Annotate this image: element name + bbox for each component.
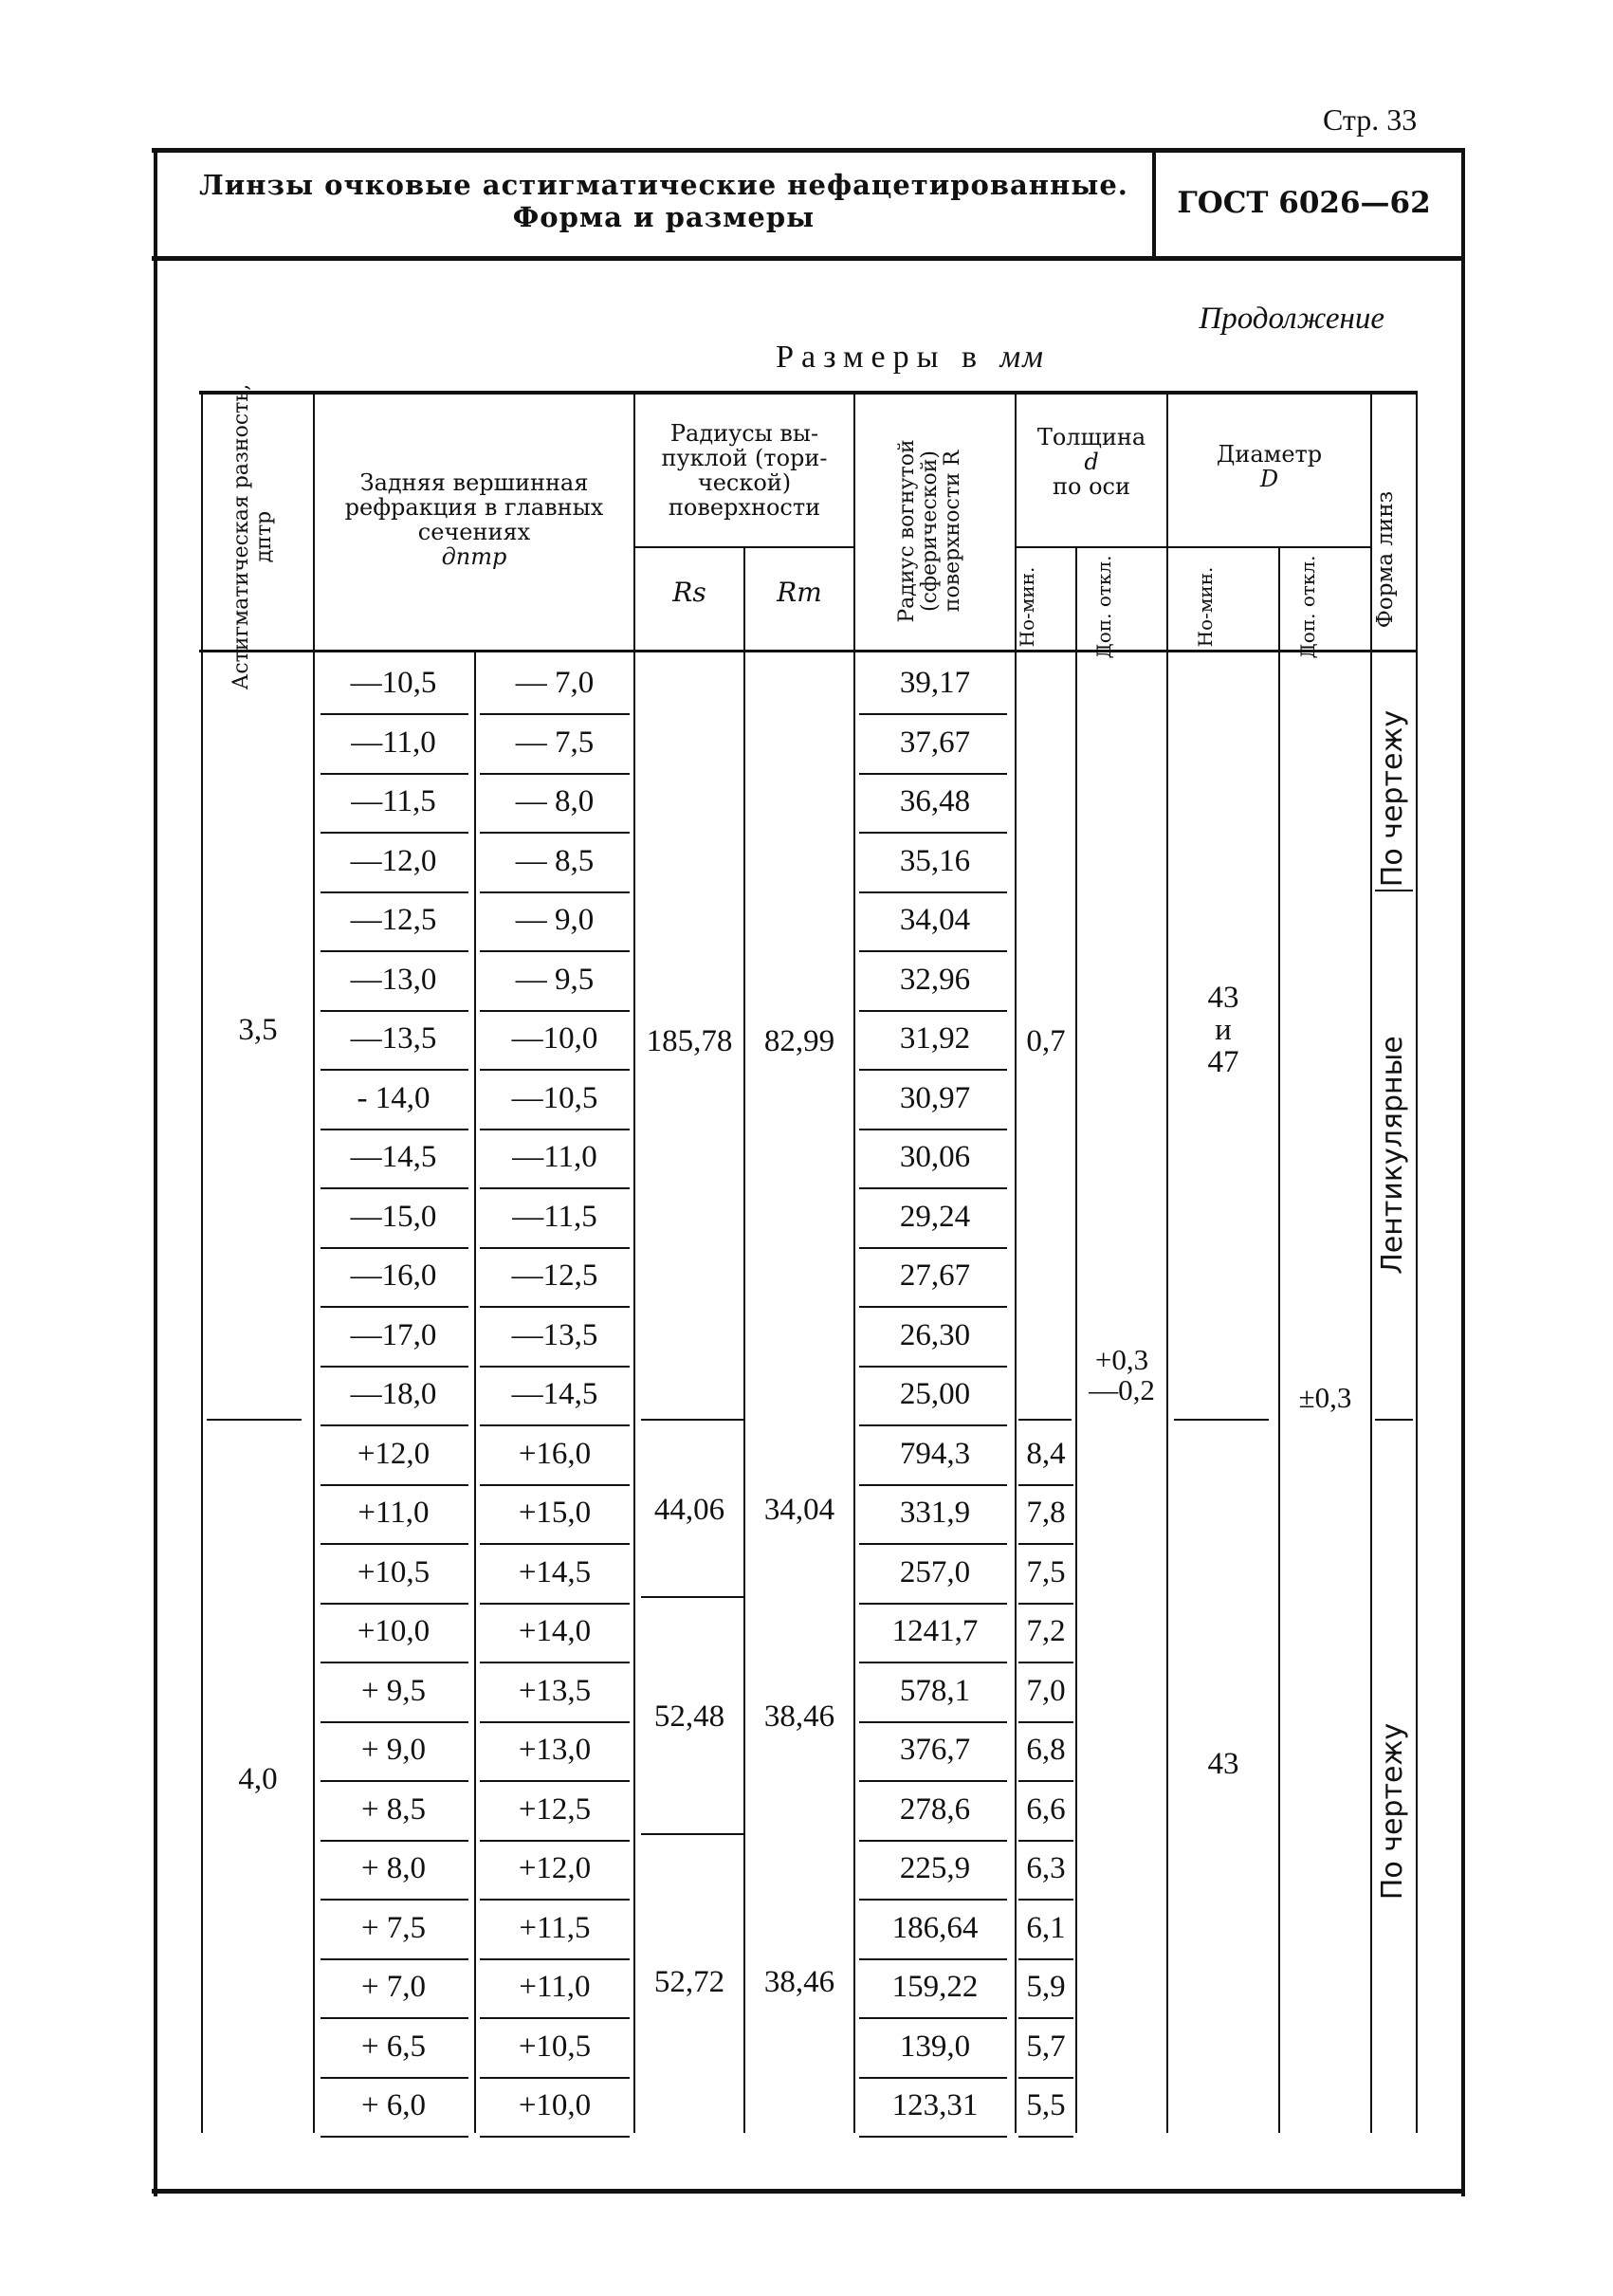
table-cell-concave-radius: 34,04 <box>899 903 971 937</box>
table-cell-refraction-1: +11,0 <box>357 1496 430 1530</box>
refr-line-1: Задняя вершинная <box>359 469 589 496</box>
table-cell-refraction-2: +14,5 <box>518 1554 592 1589</box>
rs-value-b: 44,06 <box>653 1493 725 1527</box>
table-cell-concave-radius: 794,3 <box>899 1436 971 1471</box>
standard-number: ГОСТ 6026—62 <box>1177 186 1431 220</box>
radii-line-2: пуклой (тори- <box>661 445 828 471</box>
astig-group-rule <box>207 1419 302 1421</box>
table-cell-concave-radius: 578,1 <box>899 1673 971 1708</box>
table-cell-refraction-2: +10,5 <box>518 2029 592 2064</box>
radii-group-rule-3 <box>641 1833 743 1835</box>
table-cell-concave-radius: 35,16 <box>899 843 971 878</box>
header-thick-tolerance: Доп. откл. <box>1092 555 1115 659</box>
table-cell-refraction-2: —13,5 <box>511 1317 598 1352</box>
table-cell-thickness: 6,6 <box>1026 1791 1066 1827</box>
thickness-tolerance <box>1077 1345 1166 1405</box>
table-row-underline-concave-radius <box>859 1247 1007 1249</box>
table-cell-concave-radius: 225,9 <box>899 1851 971 1885</box>
table-row-underline-refraction-1 <box>321 950 468 952</box>
col-rule-4 <box>743 546 745 2133</box>
table-cell-refraction-1: + 9,0 <box>360 1733 427 1767</box>
page-number: Стр. 33 <box>1323 102 1418 137</box>
table-row-underline-refraction-1 <box>321 773 468 775</box>
table-cell-refraction-2: —10,5 <box>511 1080 598 1115</box>
diameter-a-line-1: 43 <box>1207 981 1239 1015</box>
table-row-underline-refraction-1 <box>321 1187 468 1189</box>
table-row-underline-thickness <box>1018 1543 1073 1545</box>
table-top-rule <box>199 391 1418 395</box>
header-radii <box>635 421 853 520</box>
table-row-underline-concave-radius <box>859 773 1007 775</box>
table-cell-concave-radius: 278,6 <box>899 1791 971 1827</box>
col-rule-9 <box>1278 546 1280 2133</box>
table-cell-refraction-2: — 8,0 <box>515 784 595 818</box>
table-row-underline-thickness <box>1018 1899 1073 1901</box>
table-cell-concave-radius: 39,17 <box>899 666 971 700</box>
header-lens-form: Форма линз <box>1373 490 1398 629</box>
table-cell-thickness: 7,5 <box>1026 1554 1066 1589</box>
table-cell-refraction-1: + 8,5 <box>360 1791 427 1827</box>
header-thick-nominal: Но-мин. <box>1016 566 1038 648</box>
col-rule-11 <box>1416 393 1418 2133</box>
sizes-unit: мм <box>999 340 1045 375</box>
table-cell-concave-radius: 331,9 <box>899 1496 971 1530</box>
diameter-a-line-3: 47 <box>1207 1045 1239 1079</box>
radii-line-1: Радиусы вы- <box>669 420 819 447</box>
refr-line-3: сечениях <box>417 519 531 545</box>
table-cell-refraction-1: —15,0 <box>350 1199 437 1234</box>
table-cell-thickness: 6,1 <box>1026 1910 1066 1945</box>
table-row-underline-refraction-1 <box>321 2077 468 2079</box>
lens-form-b: Лентикулярные <box>1376 1036 1409 1275</box>
table-cell-refraction-2: —14,5 <box>511 1377 598 1411</box>
table-cell-refraction-2: +10,0 <box>518 2088 592 2122</box>
rm-value-b: 34,04 <box>763 1493 835 1527</box>
table-row-underline-refraction-1 <box>321 832 468 834</box>
table-cell-refraction-1: + 6,0 <box>360 2088 427 2122</box>
table-cell-concave-radius: 257,0 <box>899 1554 971 1589</box>
form-group-rule-2 <box>1375 1419 1413 1421</box>
table-cell-refraction-1: + 8,0 <box>360 1851 427 1885</box>
table-cell-refraction-1: + 9,5 <box>360 1673 427 1708</box>
radii-line-3: ческой) <box>697 469 792 496</box>
table-row-underline-refraction-2 <box>480 2017 630 2019</box>
table-cell-refraction-1: —13,5 <box>350 1021 437 1056</box>
table-row-underline-refraction-2 <box>480 2136 630 2138</box>
table-cell-concave-radius: 1241,7 <box>891 1614 979 1648</box>
table-cell-refraction-2: — 7,5 <box>515 725 595 760</box>
header-diameter <box>1168 442 1370 491</box>
table-row-underline-refraction-2 <box>480 1424 630 1426</box>
table-row-underline-refraction-1 <box>321 1306 468 1308</box>
table-row-underline-refraction-1 <box>321 1424 468 1426</box>
table-row-underline-concave-radius <box>859 2077 1007 2079</box>
table-row-underline-refraction-2 <box>480 1247 630 1249</box>
table-row-underline-concave-radius <box>859 1958 1007 1960</box>
table-cell-concave-radius: 26,30 <box>899 1317 971 1352</box>
table-row-underline-concave-radius <box>859 832 1007 834</box>
radii-group-rule-1 <box>641 1419 743 1421</box>
rs-value-c: 52,48 <box>653 1699 725 1734</box>
table-cell-refraction-1: —18,0 <box>350 1377 437 1411</box>
diam-group-rule <box>1174 1419 1269 1421</box>
table-row-underline-refraction-1 <box>321 891 468 893</box>
table-row-underline-refraction-1 <box>321 2017 468 2019</box>
rm-value-a: 82,99 <box>763 1024 835 1058</box>
table-row-underline-refraction-2 <box>480 1306 630 1308</box>
table-cell-refraction-2: — 8,5 <box>515 843 595 878</box>
table-cell-thickness: 8,4 <box>1026 1436 1066 1471</box>
table-row-underline-concave-radius <box>859 1187 1007 1189</box>
table-row-underline-refraction-2 <box>480 1187 630 1189</box>
table-row-underline-thickness <box>1018 1662 1073 1663</box>
table-row-underline-refraction-2 <box>480 773 630 775</box>
header-bottom-rule <box>152 256 1465 261</box>
table-cell-thickness: 5,9 <box>1026 1970 1066 2004</box>
table-cell-refraction-2: +11,0 <box>519 1970 591 2004</box>
table-cell-refraction-1: —12,0 <box>350 843 437 878</box>
table-cell-refraction-1: —10,5 <box>350 666 437 700</box>
table-row-underline-concave-radius <box>859 1899 1007 1901</box>
lens-form-a: По чертежу <box>1376 709 1409 888</box>
table-row-underline-refraction-2 <box>480 1129 630 1130</box>
thickness-tolerance-plus: +0,3 <box>1094 1343 1149 1376</box>
table-cell-refraction-2: — 7,0 <box>515 666 595 700</box>
table-row-underline-concave-radius <box>859 950 1007 952</box>
table-row-underline-refraction-2 <box>480 1899 630 1901</box>
table-row-underline-refraction-2 <box>480 1840 630 1842</box>
table-cell-thickness: 6,3 <box>1026 1851 1066 1885</box>
table-row-underline-refraction-1 <box>321 1899 468 1901</box>
table-cell-refraction-2: +11,5 <box>519 1910 591 1945</box>
rs-value-a: 185,78 <box>646 1024 733 1058</box>
table-row-underline-concave-radius <box>859 1069 1007 1071</box>
sizes-label: Размеры в <box>776 340 985 375</box>
table-cell-refraction-1: + 7,5 <box>360 1910 427 1945</box>
table-row-underline-refraction-2 <box>480 832 630 834</box>
table-cell-refraction-1: —17,0 <box>350 1317 437 1352</box>
table-cell-refraction-1: —12,5 <box>350 903 437 937</box>
table-row-underline-concave-radius <box>859 891 1007 893</box>
table-cell-refraction-2: —11,5 <box>512 1199 597 1234</box>
rm-value-d: 38,46 <box>763 1965 835 1999</box>
table-cell-concave-radius: 25,00 <box>899 1377 971 1411</box>
table-cell-refraction-1: —11,5 <box>351 784 436 818</box>
table-cell-thickness: 6,8 <box>1026 1733 1066 1767</box>
table-cell-refraction-2: —11,0 <box>512 1140 597 1174</box>
thickness-tolerance-minus: —0,2 <box>1089 1373 1155 1406</box>
table-cell-concave-radius: 376,7 <box>899 1733 971 1767</box>
table-cell-refraction-2: — 9,5 <box>515 962 595 997</box>
sizes-caption <box>626 340 1195 376</box>
table-row-underline-refraction-2 <box>480 713 630 715</box>
diameter-a-line-2: и <box>1215 1013 1232 1047</box>
header-divider <box>1152 152 1156 256</box>
table-cell-concave-radius: 32,96 <box>899 962 971 997</box>
table-row-underline-refraction-1 <box>321 1662 468 1663</box>
table-cell-refraction-2: +13,5 <box>518 1673 592 1708</box>
table-cell-concave-radius: 30,97 <box>899 1080 971 1115</box>
astig-value-b: 4,0 <box>238 1762 278 1796</box>
table-cell-refraction-1: +12,0 <box>357 1436 431 1471</box>
table-row-underline-concave-radius <box>859 1306 1007 1308</box>
diameter-tolerance: ±0,3 <box>1298 1381 1352 1414</box>
table-row-underline-refraction-1 <box>321 1603 468 1605</box>
header-diam-tolerance: Доп. откл. <box>1296 555 1319 659</box>
table-cell-refraction-2: +16,0 <box>518 1436 592 1471</box>
diam-line-1: Диаметр <box>1216 441 1323 468</box>
thickness-value-a: 0,7 <box>1026 1024 1066 1058</box>
thick-line-3: по оси <box>1053 473 1130 500</box>
header-diam-nominal: Но-мин. <box>1194 566 1217 648</box>
table-row-underline-concave-radius <box>859 1484 1007 1486</box>
table-row-underline-concave-radius <box>859 1840 1007 1842</box>
table-row-underline-concave-radius <box>859 1603 1007 1605</box>
table-cell-concave-radius: 36,48 <box>899 784 971 818</box>
table-cell-thickness: 7,0 <box>1026 1673 1066 1708</box>
table-row-underline-concave-radius <box>859 713 1007 715</box>
table-cell-thickness: 5,5 <box>1026 2088 1066 2122</box>
table-row-underline-refraction-2 <box>480 891 630 893</box>
table-cell-refraction-1: —13,0 <box>350 962 437 997</box>
rm-value-c: 38,46 <box>763 1699 835 1734</box>
table-cell-concave-radius: 159,22 <box>891 1970 979 2004</box>
table-row-underline-refraction-2 <box>480 1958 630 1960</box>
radii-line-4: поверхности <box>668 494 821 521</box>
table-row-underline-refraction-1 <box>321 1069 468 1071</box>
table-row-underline-concave-radius <box>859 1010 1007 1012</box>
col-rule-1 <box>313 393 315 2133</box>
thick-subheader-rule <box>1015 546 1166 548</box>
table-cell-refraction-1: +10,5 <box>357 1554 431 1589</box>
table-cell-refraction-2: —10,0 <box>511 1021 598 1056</box>
page-bottom-rule <box>152 2189 1465 2194</box>
table-row-underline-thickness <box>1018 1780 1073 1782</box>
thick-group-rule <box>1018 1419 1072 1421</box>
table-cell-concave-radius: 29,24 <box>899 1199 971 1234</box>
header-top-rule <box>152 148 1465 153</box>
table-cell-refraction-1: - 14,0 <box>357 1080 431 1115</box>
continuation-label: Продолжение <box>1199 302 1384 336</box>
rs-value-d: 52,72 <box>653 1965 725 1999</box>
refr-unit: дптр <box>441 543 507 570</box>
table-cell-refraction-2: — 9,0 <box>515 903 595 937</box>
table-cell-refraction-2: —12,5 <box>511 1258 598 1293</box>
table-row-underline-concave-radius <box>859 1366 1007 1368</box>
radii-group-rule-2 <box>641 1596 743 1598</box>
col-rule-0 <box>201 393 203 2133</box>
table-row-underline-refraction-2 <box>480 1780 630 1782</box>
table-row-underline-concave-radius <box>859 1662 1007 1663</box>
col-rule-10 <box>1370 393 1372 2133</box>
table-cell-thickness: 7,8 <box>1026 1496 1066 1530</box>
table-row-underline-concave-radius <box>859 2017 1007 2019</box>
table-row-underline-refraction-1 <box>321 1129 468 1130</box>
table-row-underline-refraction-1 <box>321 1010 468 1012</box>
table-row-underline-refraction-1 <box>321 1484 468 1486</box>
table-cell-concave-radius: 139,0 <box>899 2029 971 2064</box>
table-row-underline-refraction-2 <box>480 1010 630 1012</box>
table-cell-concave-radius: 31,92 <box>899 1021 971 1056</box>
table-cell-refraction-1: —11,0 <box>351 725 436 760</box>
table-row-underline-refraction-1 <box>321 1247 468 1249</box>
table-row-underline-concave-radius <box>859 1129 1007 1130</box>
header-astig: Астигматическая разность, дптр <box>229 383 276 690</box>
table-row-underline-refraction-1 <box>321 1958 468 1960</box>
page-right-rule <box>1461 148 1465 2196</box>
table-row-underline-concave-radius <box>859 1543 1007 1545</box>
table-row-underline-thickness <box>1018 1721 1073 1723</box>
table-row-underline-refraction-2 <box>480 2077 630 2079</box>
table-cell-concave-radius: 37,67 <box>899 725 971 760</box>
table-row-underline-thickness <box>1018 1840 1073 1842</box>
title-line-2: Форма и размеры <box>512 201 816 233</box>
table-row-underline-refraction-2 <box>480 1069 630 1071</box>
title-line-1: Линзы очковые астигматические нефацетированные. <box>199 169 1128 201</box>
table-cell-concave-radius: 30,06 <box>899 1140 971 1174</box>
table-row-underline-refraction-1 <box>321 1366 468 1368</box>
diam-line-2: D <box>1259 466 1279 492</box>
table-cell-refraction-1: —14,5 <box>350 1140 437 1174</box>
header-refraction <box>315 470 633 569</box>
table-cell-concave-radius: 27,67 <box>899 1258 971 1293</box>
table-row-underline-refraction-1 <box>321 1721 468 1723</box>
thick-line-2: d <box>1084 449 1099 475</box>
astig-value-a: 3,5 <box>238 1013 278 1047</box>
table-cell-concave-radius: 186,64 <box>891 1910 979 1945</box>
refr-line-2: рефракция в главных <box>344 494 604 521</box>
diam-subheader-rule <box>1166 546 1370 548</box>
table-row-underline-concave-radius <box>859 1424 1007 1426</box>
table-cell-refraction-2: +13,0 <box>518 1733 592 1767</box>
diameter-value-b: 43 <box>1207 1747 1239 1781</box>
table-row-underline-refraction-2 <box>480 1484 630 1486</box>
table-row-underline-refraction-1 <box>321 1780 468 1782</box>
table-cell-refraction-1: + 7,0 <box>360 1970 427 2004</box>
table-cell-refraction-2: +12,5 <box>518 1791 592 1827</box>
table-cell-refraction-1: +10,0 <box>357 1614 431 1648</box>
table-row-underline-refraction-2 <box>480 1662 630 1663</box>
table-row-underline-refraction-2 <box>480 950 630 952</box>
table-row-underline-refraction-1 <box>321 2136 468 2138</box>
col-rule-8 <box>1166 393 1168 2133</box>
header-rs: Rs <box>672 577 706 608</box>
table-row-underline-refraction-1 <box>321 1840 468 1842</box>
table-row-underline-thickness <box>1018 2077 1073 2079</box>
table-cell-thickness: 5,7 <box>1026 2029 1066 2064</box>
header-thickness <box>1017 425 1166 499</box>
document-title <box>190 169 1138 233</box>
table-cell-concave-radius: 123,31 <box>891 2088 979 2122</box>
table-row-underline-thickness <box>1018 1484 1073 1486</box>
table-row-underline-concave-radius <box>859 2136 1007 2138</box>
table-row-underline-refraction-1 <box>321 713 468 715</box>
table-row-underline-thickness <box>1018 2017 1073 2019</box>
table-row-underline-refraction-2 <box>480 1543 630 1545</box>
table-row-underline-concave-radius <box>859 1721 1007 1723</box>
table-cell-refraction-1: + 6,5 <box>360 2029 427 2064</box>
table-row-underline-concave-radius <box>859 1780 1007 1782</box>
col-rule-3 <box>633 393 635 2133</box>
table-cell-refraction-1: —16,0 <box>350 1258 437 1293</box>
table-row-underline-thickness <box>1018 1958 1073 1960</box>
table-cell-refraction-2: +12,0 <box>518 1851 592 1885</box>
table-row-underline-refraction-2 <box>480 1366 630 1368</box>
header-concave-radius: Радиус вогнутой (сферической) поверхности R <box>895 439 964 623</box>
col-rule-7 <box>1075 546 1077 2133</box>
diameter-value-a <box>1168 982 1278 1078</box>
lens-form-c: По чертежу <box>1376 1722 1409 1901</box>
page-left-rule <box>154 148 157 2196</box>
table-row-underline-thickness <box>1018 1603 1073 1605</box>
table-row-underline-refraction-2 <box>480 1603 630 1605</box>
header-rm: Rm <box>777 577 822 608</box>
table-row-underline-refraction-1 <box>321 1543 468 1545</box>
table-cell-refraction-2: +15,0 <box>518 1496 592 1530</box>
table-row-underline-refraction-2 <box>480 1721 630 1723</box>
thick-line-1: Толщина <box>1036 424 1146 450</box>
table-row-underline-thickness <box>1018 2136 1073 2138</box>
table-cell-thickness: 7,2 <box>1026 1614 1066 1648</box>
table-cell-refraction-2: +14,0 <box>518 1614 592 1648</box>
